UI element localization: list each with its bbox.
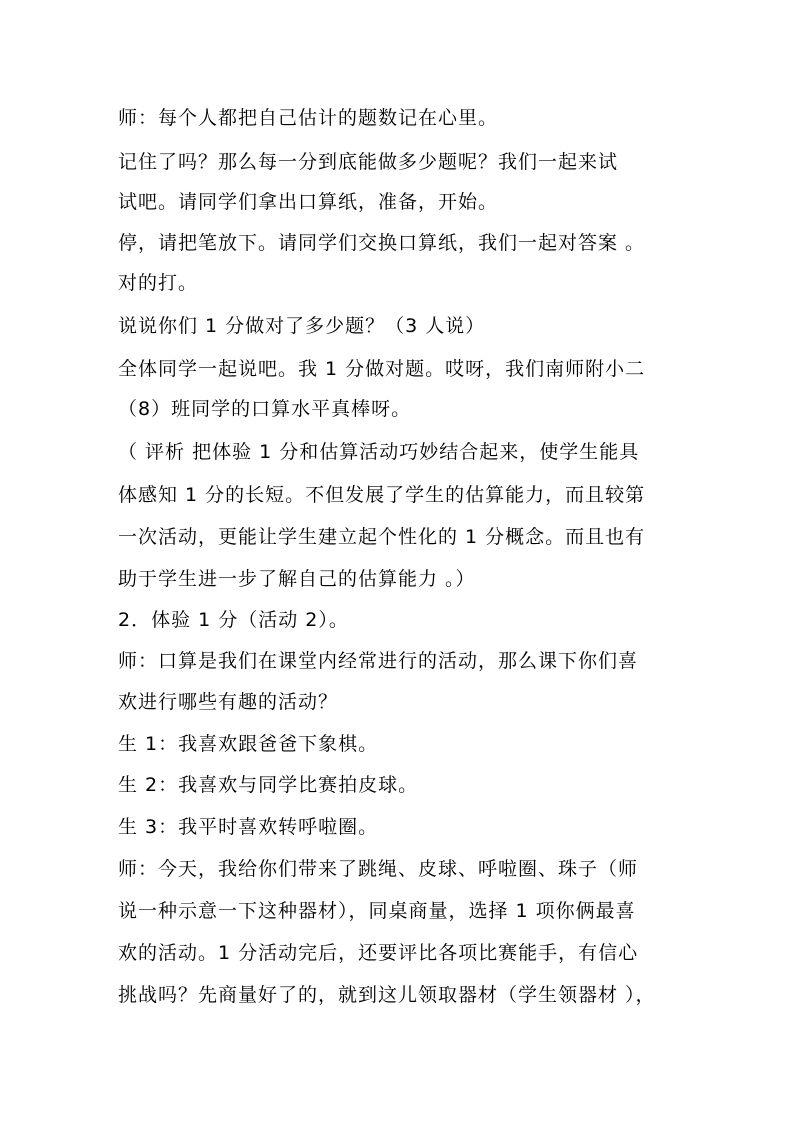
text-line: （8）班同学的口算水平真棒呀。 <box>118 398 412 420</box>
text-line: 生 1：我喜欢跟爸爸下象棋。 <box>118 733 379 755</box>
text-line: 师：今天，我给你们带来了跳绳、皮球、呼啦圈、珠子（师 <box>118 858 639 880</box>
text-line: 挑战吗？先商量好了的，就到这儿领取器材（学生领器材 ）， <box>118 984 656 1006</box>
text-line: 试吧。请同学们拿出口算纸，准备，开始。 <box>118 191 499 213</box>
text-line: 记住了吗？那么每一分到底能做多少题呢？我们一起来试 <box>118 151 619 173</box>
text-line: 助于学生进一步了解自己的估算能力 。） <box>118 568 476 590</box>
text-line: 欢进行哪些有趣的活动？ <box>118 691 339 713</box>
text-line: 对的打。 <box>118 272 199 294</box>
text-line: 说一种示意一下这种器材），同桌商量，选择 1 项你俩最喜 <box>118 900 636 922</box>
text-line: 2．体验 1 分（活动 2）。 <box>118 609 349 631</box>
text-line: 生 3：我平时喜欢转呼啦圈。 <box>118 816 379 838</box>
text-line: 生 2：我喜欢与同学比赛拍皮球。 <box>118 774 419 796</box>
text-line: 停，请把笔放下。请同学们交换口算纸，我们一起对答案 。 <box>118 232 646 254</box>
text-line: 说说你们 1 分做对了多少题？（3 人说） <box>118 315 486 337</box>
text-line: 一次活动，更能让学生建立起个性化的 1 分概念。而且也有 <box>118 526 646 548</box>
text-line: 欢的活动。1 分活动完后，还要评比各项比赛能手，有信心 <box>118 942 639 964</box>
text-line: 全体同学一起说吧。我 1 分做对题。哎呀，我们南师附小二 <box>118 358 646 380</box>
text-line: 师：口算是我们在课堂内经常进行的活动，那么课下你们喜 <box>118 650 639 672</box>
text-line: （ 评析 把体验 1 分和估算活动巧妙结合起来，使学生能具 <box>118 441 640 463</box>
text-line: 师：每个人都把自己估计的题数记在心里。 <box>118 107 499 129</box>
text-line: 体感知 1 分的长短。不但发展了学生的估算能力，而且较第 <box>118 484 646 506</box>
